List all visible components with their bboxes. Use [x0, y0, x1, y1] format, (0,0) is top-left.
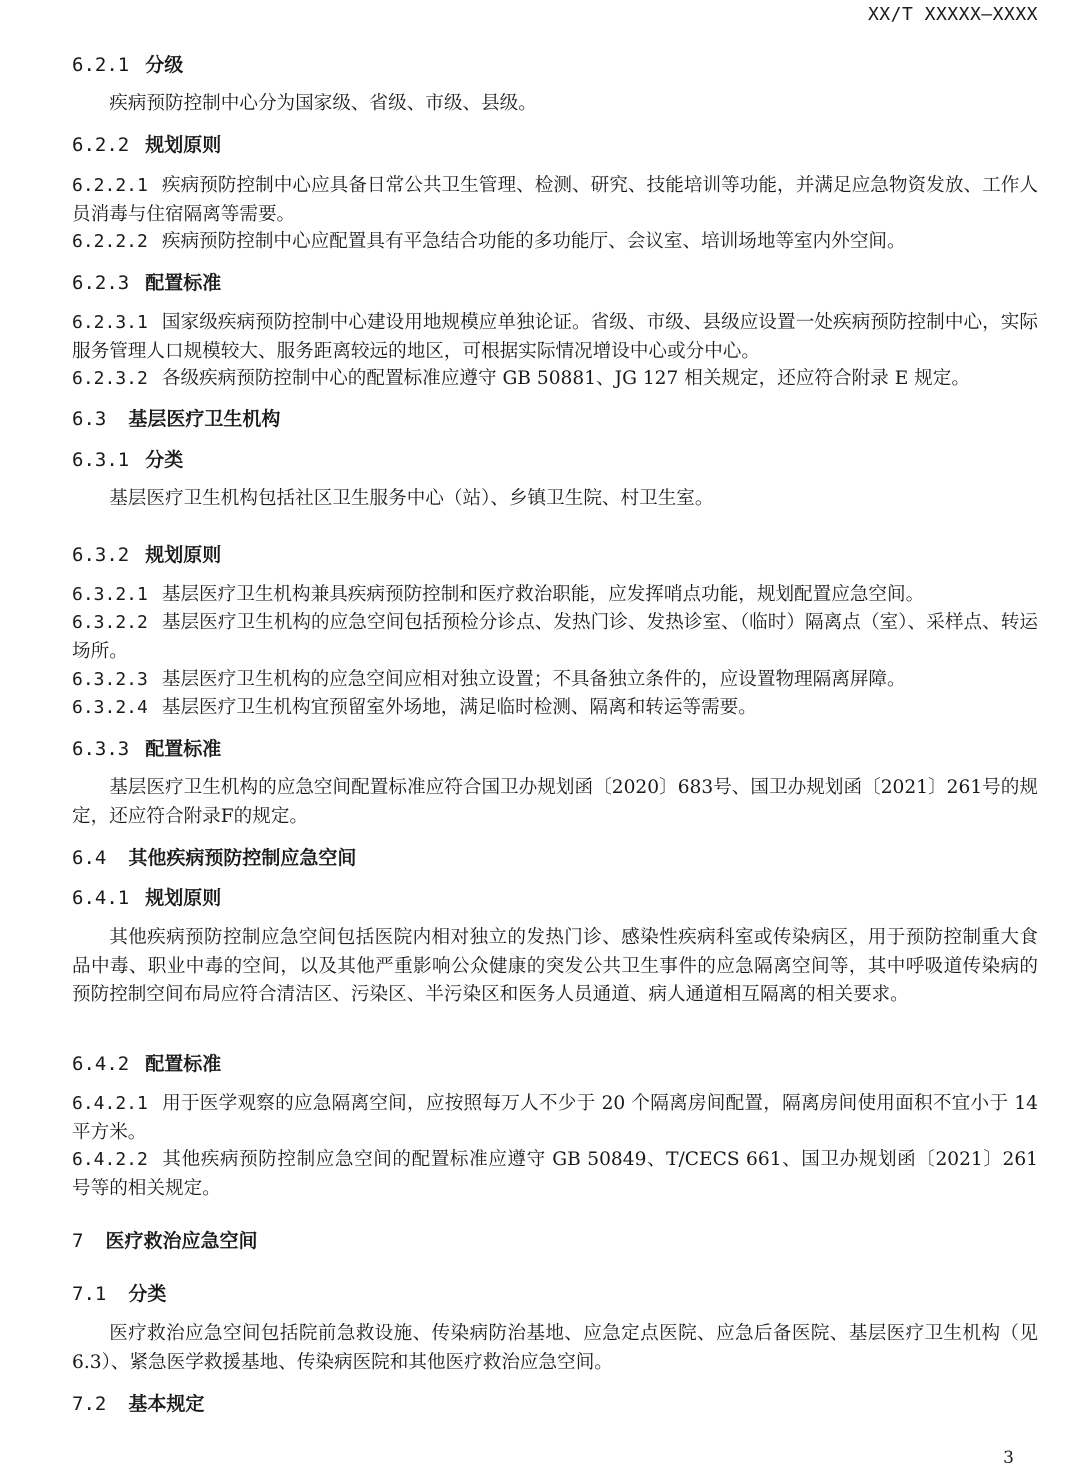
heading-7-2 [72, 1390, 1038, 1418]
clause-number: 6.3.2.2 [72, 612, 148, 633]
section-number: 6.3.2 [72, 544, 130, 566]
section-number: 7.2 [72, 1393, 107, 1415]
section-number: 6.2.1 [72, 54, 130, 76]
section-number: 6.4.2 [72, 1053, 130, 1075]
clause-6-3-2-3 [72, 666, 1038, 695]
clause-number: 6.2.2.1 [72, 175, 148, 196]
section-title: 规划原则 [145, 134, 222, 156]
paragraph-6-4-1: 其他疾病预防控制应急空间包括医院内相对独立的发热门诊、感染性疾病科室或传染病区，用于预防控制重大食品中毒、职业中毒的空间，以及其他严重影响公众健康的突发公共卫生事件的应急隔离空间等，其中呼吸道传染病的预防控制空间布局应符合清洁区、污染区、半污染区和医务人员通道、病人通道相互隔离的相关要求。 [72, 927, 1038, 1005]
clause-text: 用于医学观察的应急隔离空间，应按照每万人不少于 20 个隔离房间配置，隔离房间使用面积不宜小于 14 平方米。 [72, 1093, 1038, 1143]
section-number: 6.2.2 [72, 134, 130, 156]
heading-6-3-2 [72, 541, 1038, 569]
clause-6-2-2-2 [72, 228, 1038, 257]
clause-6-4-2-2 [72, 1146, 1038, 1203]
clause-6-3-2-2 [72, 609, 1038, 666]
section-number: 6.4.1 [72, 887, 130, 909]
heading-6-2-1 [72, 51, 1038, 79]
section-title: 配置标准 [145, 738, 222, 760]
section-title: 基本规定 [128, 1393, 205, 1415]
heading-6-2-3 [72, 269, 1038, 297]
clause-text: 各级疾病预防控制中心的配置标准应遵守 GB 50881、JG 127 相关规定，还应符合附录 E 规定。 [161, 368, 970, 389]
clause-6-3-2-1 [72, 581, 1038, 610]
clause-6-2-2-1 [72, 172, 1038, 229]
clause-6-4-2-1 [72, 1090, 1038, 1147]
section-title: 分类 [145, 449, 184, 471]
clause-number: 6.4.2.1 [72, 1093, 148, 1114]
section-title: 医疗救治应急空间 [105, 1230, 258, 1252]
heading-6-4 [72, 844, 1038, 872]
clause-text: 基层医疗卫生机构宜预留室外场地，满足临时检测、隔离和转运等需要。 [161, 697, 757, 718]
clause-text: 基层医疗卫生机构的应急空间包括预检分诊点、发热门诊、发热诊室、（临时）隔离点（室）、采样点、转运场所。 [72, 612, 1038, 662]
section-title: 规划原则 [145, 544, 222, 566]
section-number: 7.1 [72, 1283, 107, 1305]
heading-6-4-1 [72, 884, 1038, 912]
clause-text: 疾病预防控制中心应配置具有平急结合功能的多功能厅、会议室、培训场地等室内外空间。 [161, 231, 906, 252]
page-number: 3 [1003, 1448, 1014, 1468]
heading-6-2-2 [72, 131, 1038, 159]
clause-text: 其他疾病预防控制应急空间的配置标准应遵守 GB 50849、T/CECS 661、国卫办规划函〔2021〕261 号等的相关规定。 [72, 1149, 1038, 1199]
clause-number: 6.2.2.2 [72, 231, 148, 252]
clause-number: 6.2.3.2 [72, 368, 148, 389]
paragraph-6-2-1: 疾病预防控制中心分为国家级、省级、市级、县级。 [109, 93, 537, 114]
clause-number: 6.4.2.2 [72, 1149, 148, 1170]
section-title: 分类 [128, 1283, 167, 1305]
section-title: 规划原则 [145, 887, 222, 909]
heading-6-3-3 [72, 735, 1038, 763]
heading-6-4-2 [72, 1050, 1038, 1078]
standard-code: XX/T XXXXX—XXXX [867, 4, 1038, 25]
section-title: 配置标准 [145, 1053, 222, 1075]
paragraph-6-3-1: 基层医疗卫生机构包括社区卫生服务中心（站）、乡镇卫生院、村卫生室。 [109, 488, 714, 509]
section-title: 配置标准 [145, 272, 222, 294]
section-title: 分级 [145, 54, 184, 76]
heading-6-3-1 [72, 446, 1038, 474]
heading-7-1 [72, 1280, 1038, 1308]
section-title: 基层医疗卫生机构 [128, 408, 281, 430]
clause-text: 国家级疾病预防控制中心建设用地规模应单独论证。省级、市级、县级应设置一处疾病预防控制中心，实际服务管理人口规模较大、服务距离较远的地区，可根据实际情况增设中心或分中心。 [72, 312, 1038, 362]
clause-6-2-3-2 [72, 365, 1038, 394]
section-number: 6.3.3 [72, 738, 130, 760]
clause-text: 基层医疗卫生机构兼具疾病预防控制和医疗救治职能，应发挥哨点功能，规划配置应急空间。 [161, 584, 925, 605]
clause-number: 6.2.3.1 [72, 312, 148, 333]
section-number: 6.3 [72, 408, 107, 430]
clause-6-2-3-1 [72, 309, 1038, 366]
clause-number: 6.3.2.4 [72, 697, 148, 718]
paragraph-6-3-3: 基层医疗卫生机构的应急空间配置标准应符合国卫办规划函〔2020〕683号、国卫办规划函〔2021〕261号的规定，还应符合附录F的规定。 [72, 777, 1038, 827]
section-title: 其他疾病预防控制应急空间 [128, 847, 357, 869]
section-number: 6.3.1 [72, 449, 130, 471]
clause-6-3-2-4 [72, 694, 1038, 723]
heading-7 [72, 1227, 1038, 1255]
clause-number: 6.3.2.1 [72, 584, 148, 605]
paragraph-7-1: 医疗救治应急空间包括院前急救设施、传染病防治基地、应急定点医院、应急后备医院、基层医疗卫生机构（见6.3）、紧急医学救援基地、传染病医院和其他医疗救治应急空间。 [72, 1323, 1038, 1373]
clause-text: 基层医疗卫生机构的应急空间应相对独立设置；不具备独立条件的，应设置物理隔离屏障。 [161, 669, 906, 690]
clause-number: 6.3.2.3 [72, 669, 148, 690]
heading-6-3 [72, 405, 1038, 433]
clause-text: 疾病预防控制中心应具备日常公共卫生管理、检测、研究、技能培训等功能，并满足应急物资发放、工作人员消毒与住宿隔离等需要。 [72, 175, 1038, 225]
section-number: 7 [72, 1230, 84, 1252]
section-number: 6.4 [72, 847, 107, 869]
section-number: 6.2.3 [72, 272, 130, 294]
